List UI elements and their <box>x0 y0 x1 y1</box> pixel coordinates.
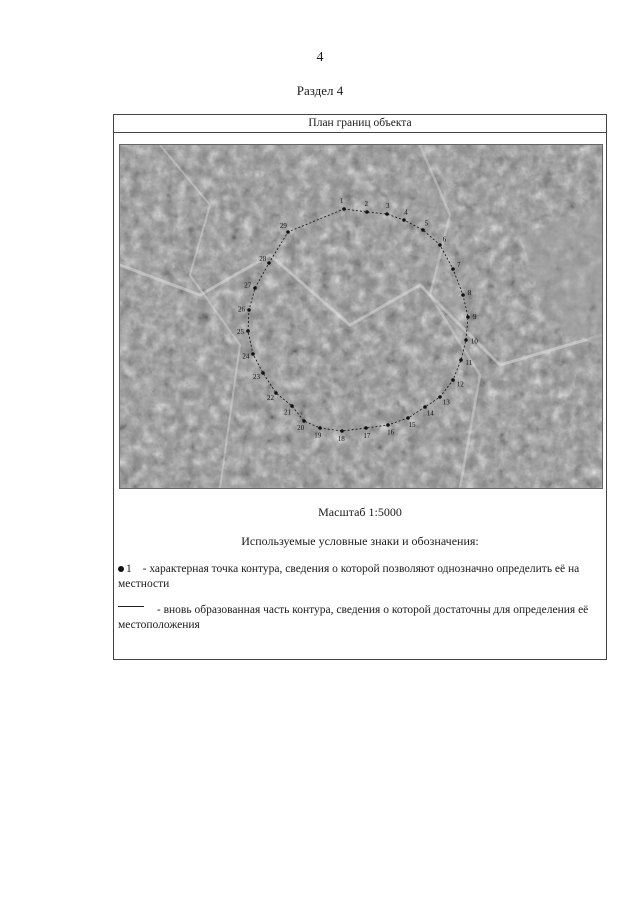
boundary-point <box>364 426 368 430</box>
boundary-point-label: 22 <box>267 394 274 403</box>
boundary-point <box>438 243 442 247</box>
boundary-point <box>261 371 265 375</box>
boundary-point-label: 28 <box>259 254 267 263</box>
boundary-point <box>253 286 257 290</box>
legend-item-point <box>118 562 604 592</box>
boundary-point <box>247 308 251 312</box>
aerial-image <box>120 145 602 488</box>
boundary-point-label: 24 <box>242 352 250 361</box>
boundary-point <box>402 218 406 222</box>
boundary-point-label: 5 <box>424 219 429 228</box>
section-title: Раздел 4 <box>296 83 344 98</box>
boundary-point <box>461 293 465 297</box>
boundary-point-label: 2 <box>364 200 368 208</box>
boundary-point-label: 18 <box>337 434 345 443</box>
boundary-point <box>385 212 389 216</box>
boundary-point <box>246 329 250 333</box>
boundary-point-label: 8 <box>467 289 472 298</box>
boundary-point-label: 10 <box>470 337 478 346</box>
boundary-point-label: 29 <box>279 221 287 230</box>
boundary-point-label: 14 <box>426 409 434 418</box>
boundary-point <box>274 391 278 395</box>
boundary-point-label: 1 <box>339 197 344 206</box>
boundary-point <box>365 210 369 214</box>
boundary-point-label: 17 <box>363 432 371 440</box>
boundary-point <box>267 261 271 265</box>
boundary-point <box>302 419 306 423</box>
boundary-point <box>466 315 470 319</box>
boundary-point-label: 3 <box>386 202 390 211</box>
legend-title: Используемые условные знаки и обозначения: <box>241 534 479 548</box>
boundary-point <box>318 426 322 430</box>
legend-point-text: - характерная точка контура, сведения о которой позволяют однозначно определить её на местности <box>118 563 580 590</box>
boundary-point-label: 13 <box>442 398 450 407</box>
boundary-point <box>451 378 455 382</box>
boundary-point-label: 4 <box>404 208 408 217</box>
legend-point-number: 1 <box>126 563 132 575</box>
boundary-map <box>119 144 603 489</box>
boundary-point <box>459 358 463 362</box>
boundary-point <box>464 338 468 342</box>
boundary-point <box>251 352 255 356</box>
boundary-point-label: 12 <box>456 380 464 389</box>
plan-header: План границ объекта <box>114 115 606 133</box>
boundary-point-label: 25 <box>237 327 244 336</box>
boundary-point <box>451 267 455 271</box>
boundary-point <box>421 228 425 232</box>
boundary-point <box>290 404 294 408</box>
boundary-point-label: 27 <box>244 281 252 290</box>
scale-text: Масштаб 1:5000 <box>318 505 402 519</box>
boundary-point-label: 11 <box>465 358 473 367</box>
boundary-point-label: 26 <box>238 305 245 314</box>
boundary-point <box>386 423 390 427</box>
legend-item-line <box>118 603 604 633</box>
boundary-point <box>286 230 290 234</box>
boundary-point <box>340 429 344 433</box>
plan-frame <box>113 114 607 660</box>
point-symbol-icon <box>118 566 124 572</box>
boundary-point <box>342 207 346 211</box>
boundary-point-label: 23 <box>253 372 260 381</box>
boundary-point <box>438 395 442 399</box>
boundary-point-label: 6 <box>442 235 447 244</box>
page-number: 4 <box>316 50 324 65</box>
boundary-point-label: 7 <box>457 261 461 270</box>
legend-line-text: - вновь образованная часть контура, сведения о которой достаточны для определения её местоположения <box>118 604 589 631</box>
boundary-point <box>406 416 410 420</box>
boundary-point-label: 19 <box>314 431 322 440</box>
boundary-point-label: 21 <box>284 408 291 417</box>
boundary-point-label: 9 <box>473 312 477 321</box>
boundary-point-label: 16 <box>387 428 395 437</box>
boundary-point-label: 15 <box>408 421 416 430</box>
boundary-point <box>423 405 427 409</box>
line-symbol-icon <box>118 606 144 607</box>
boundary-point-label: 20 <box>297 424 305 432</box>
